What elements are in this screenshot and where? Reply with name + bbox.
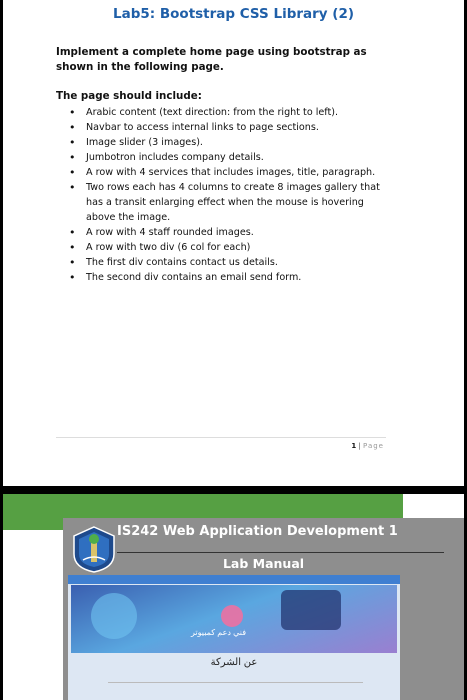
hero-caption: فني دعم كمبيوتر (191, 628, 247, 637)
about-text-line (108, 682, 363, 683)
list-item: • A row with 4 staff rounded images. (56, 225, 386, 240)
include-heading: The page should include: (56, 90, 202, 102)
manual-title: Lab Manual (222, 556, 305, 571)
hero-decoration (221, 605, 243, 627)
page-number-label: Page (363, 442, 384, 450)
intro-text: Implement a complete home page using bootstrap as shown in the following page. (56, 46, 367, 73)
footer-divider (56, 437, 386, 438)
list-item: • Navbar to access internal links to page sections. (56, 120, 386, 135)
website-screenshot (68, 575, 400, 700)
course-title: IS242 Web Application Development 1 (117, 524, 398, 539)
screenshot-hero-image (71, 585, 397, 653)
page-title: Lab5: Bootstrap CSS Library (2) (112, 6, 355, 22)
page-number-value: 1 (351, 442, 357, 450)
list-item: • A row with 4 services that includes images, title, paragraph. (56, 165, 386, 180)
about-heading: عن الشركة (210, 657, 258, 668)
requirements-list (56, 105, 386, 285)
hero-device (281, 590, 341, 630)
list-item: • Two rows each has 4 columns to create 8 images gallery that has a transit enlarging effect when the mouse is hovering above the image. (56, 180, 386, 225)
screenshot-navbar (68, 575, 400, 584)
list-item: • Arabic content (text direction: from the right to left). (56, 105, 386, 120)
page-gap (0, 486, 467, 494)
page-number: 1 | Page (351, 442, 384, 450)
document-page-2 (3, 494, 464, 700)
list-item: • Jumbotron includes company details. (56, 150, 386, 165)
list-item: • The first div contains contact us details. (56, 255, 386, 270)
list-item: • Image slider (3 images). (56, 135, 386, 150)
header-rule (117, 552, 444, 553)
list-item: • The second div contains an email send form. (56, 270, 386, 285)
document-page-1 (3, 0, 464, 486)
list-item: • A row with two div (6 col for each) (56, 240, 386, 255)
hero-decoration (91, 593, 137, 639)
